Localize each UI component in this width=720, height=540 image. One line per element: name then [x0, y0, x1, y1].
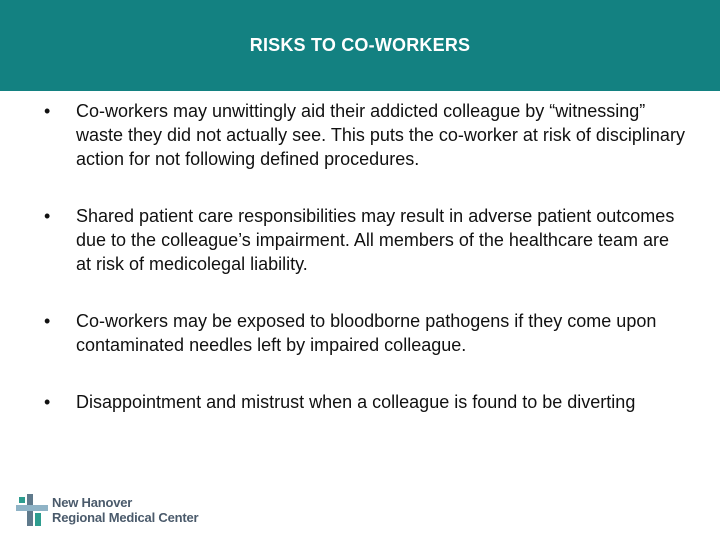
logo-line-2: Regional Medical Center: [52, 510, 199, 525]
bullet-item: [37, 99, 687, 171]
bullet-item: [37, 390, 687, 414]
bullet-icon: •: [44, 311, 51, 331]
bullet-list: [37, 99, 687, 414]
bullet-icon: •: [44, 392, 51, 412]
logo-line-1: New Hanover: [52, 495, 133, 510]
bullet-item: [37, 204, 687, 276]
logo-text: [52, 495, 198, 525]
bullet-icon: •: [44, 206, 51, 226]
bullet-text: Co-workers may be exposed to bloodborne pathogens if they come upon contaminated needles left by impaired colleague.: [76, 311, 657, 355]
title-bar: [0, 0, 720, 91]
bullet-text: Disappointment and mistrust when a colleague is found to be diverting: [76, 392, 636, 412]
bullet-text: Co-workers may unwittingly aid their addicted colleague by “witnessing” waste they did not actually see. This puts the co-worker at risk of disciplinary action for not following defined procedures.: [76, 101, 685, 169]
bullet-item: [37, 309, 687, 357]
bullet-icon: •: [44, 101, 51, 121]
bullet-text: Shared patient care responsibilities may result in adverse patient outcomes due to the colleague’s impairment. All members of the healthcare team are at risk of medicolegal liability.: [76, 206, 675, 274]
cross-logo-icon: [16, 494, 48, 526]
hospital-logo: [16, 494, 198, 526]
slide-title: RISKS TO CO-WORKERS: [249, 35, 471, 55]
